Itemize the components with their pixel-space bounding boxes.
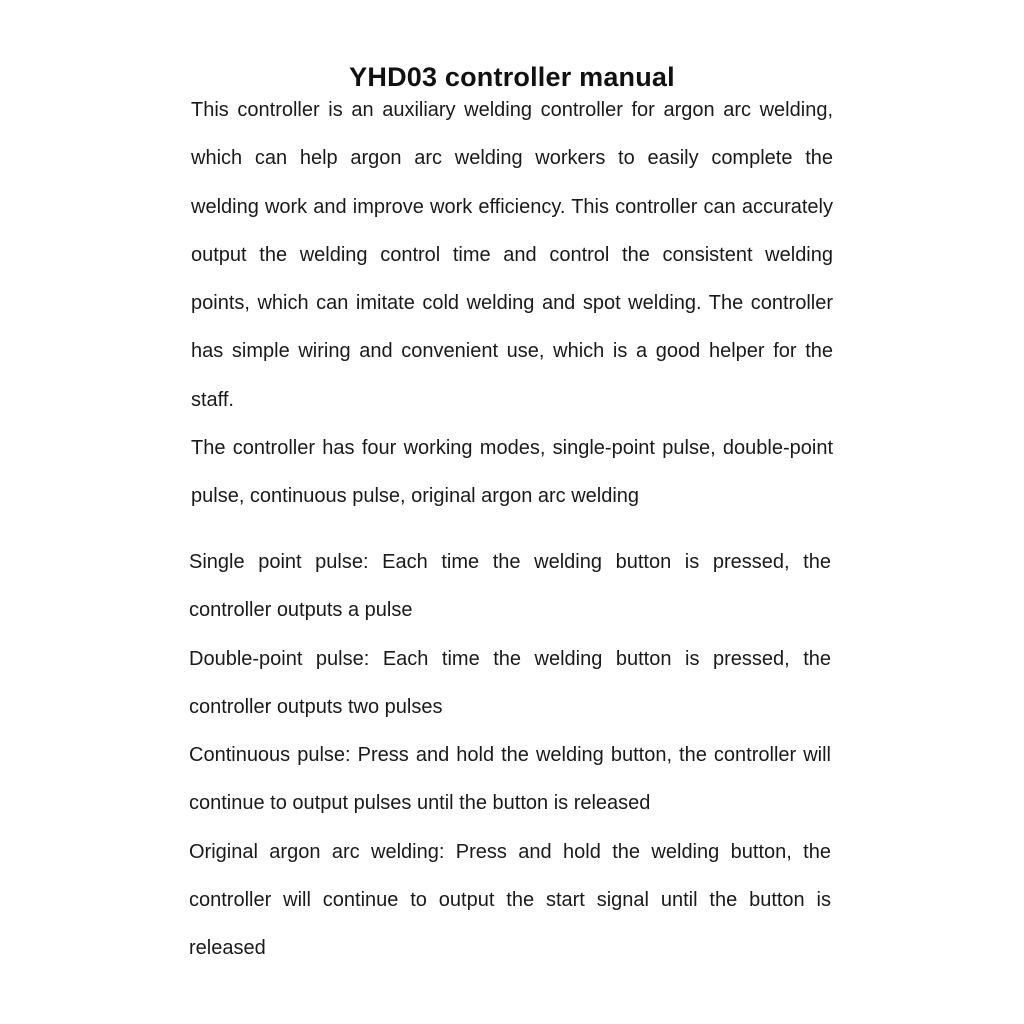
modes-paragraph: The controller has four working modes, single-point pulse, double-point pulse, continuous pulse, original argon arc welding (191, 437, 833, 508)
modes-section (191, 424, 833, 521)
intro-paragraph: This controller is an auxiliary welding controller for argon arc welding, which can help argon arc welding workers to easily complete the welding work and improve work efficiency. This controller can accurately output the welding control time and control the consistent welding points, which can imitate cold welding and spot welding. The controller has simple wiring and convenient use, which is a good helper for the staff. (191, 99, 833, 411)
intro-section (191, 86, 833, 424)
mode-definitions-section (189, 538, 831, 973)
mode-definition-double-point: Double-point pulse: Each time the welding button is pressed, the controller outputs two pulses (189, 647, 831, 718)
mode-definition-original-argon: Original argon arc welding: Press and hold the welding button, the controller will continue to output the start signal until the button is released (189, 840, 831, 960)
mode-definition-continuous: Continuous pulse: Press and hold the welding button, the controller will continue to output pulses until the button is released (189, 744, 831, 815)
mode-definition-single-point: Single point pulse: Each time the welding button is pressed, the controller outputs a pulse (189, 551, 831, 622)
document-title: YHD03 controller manual (349, 62, 675, 93)
